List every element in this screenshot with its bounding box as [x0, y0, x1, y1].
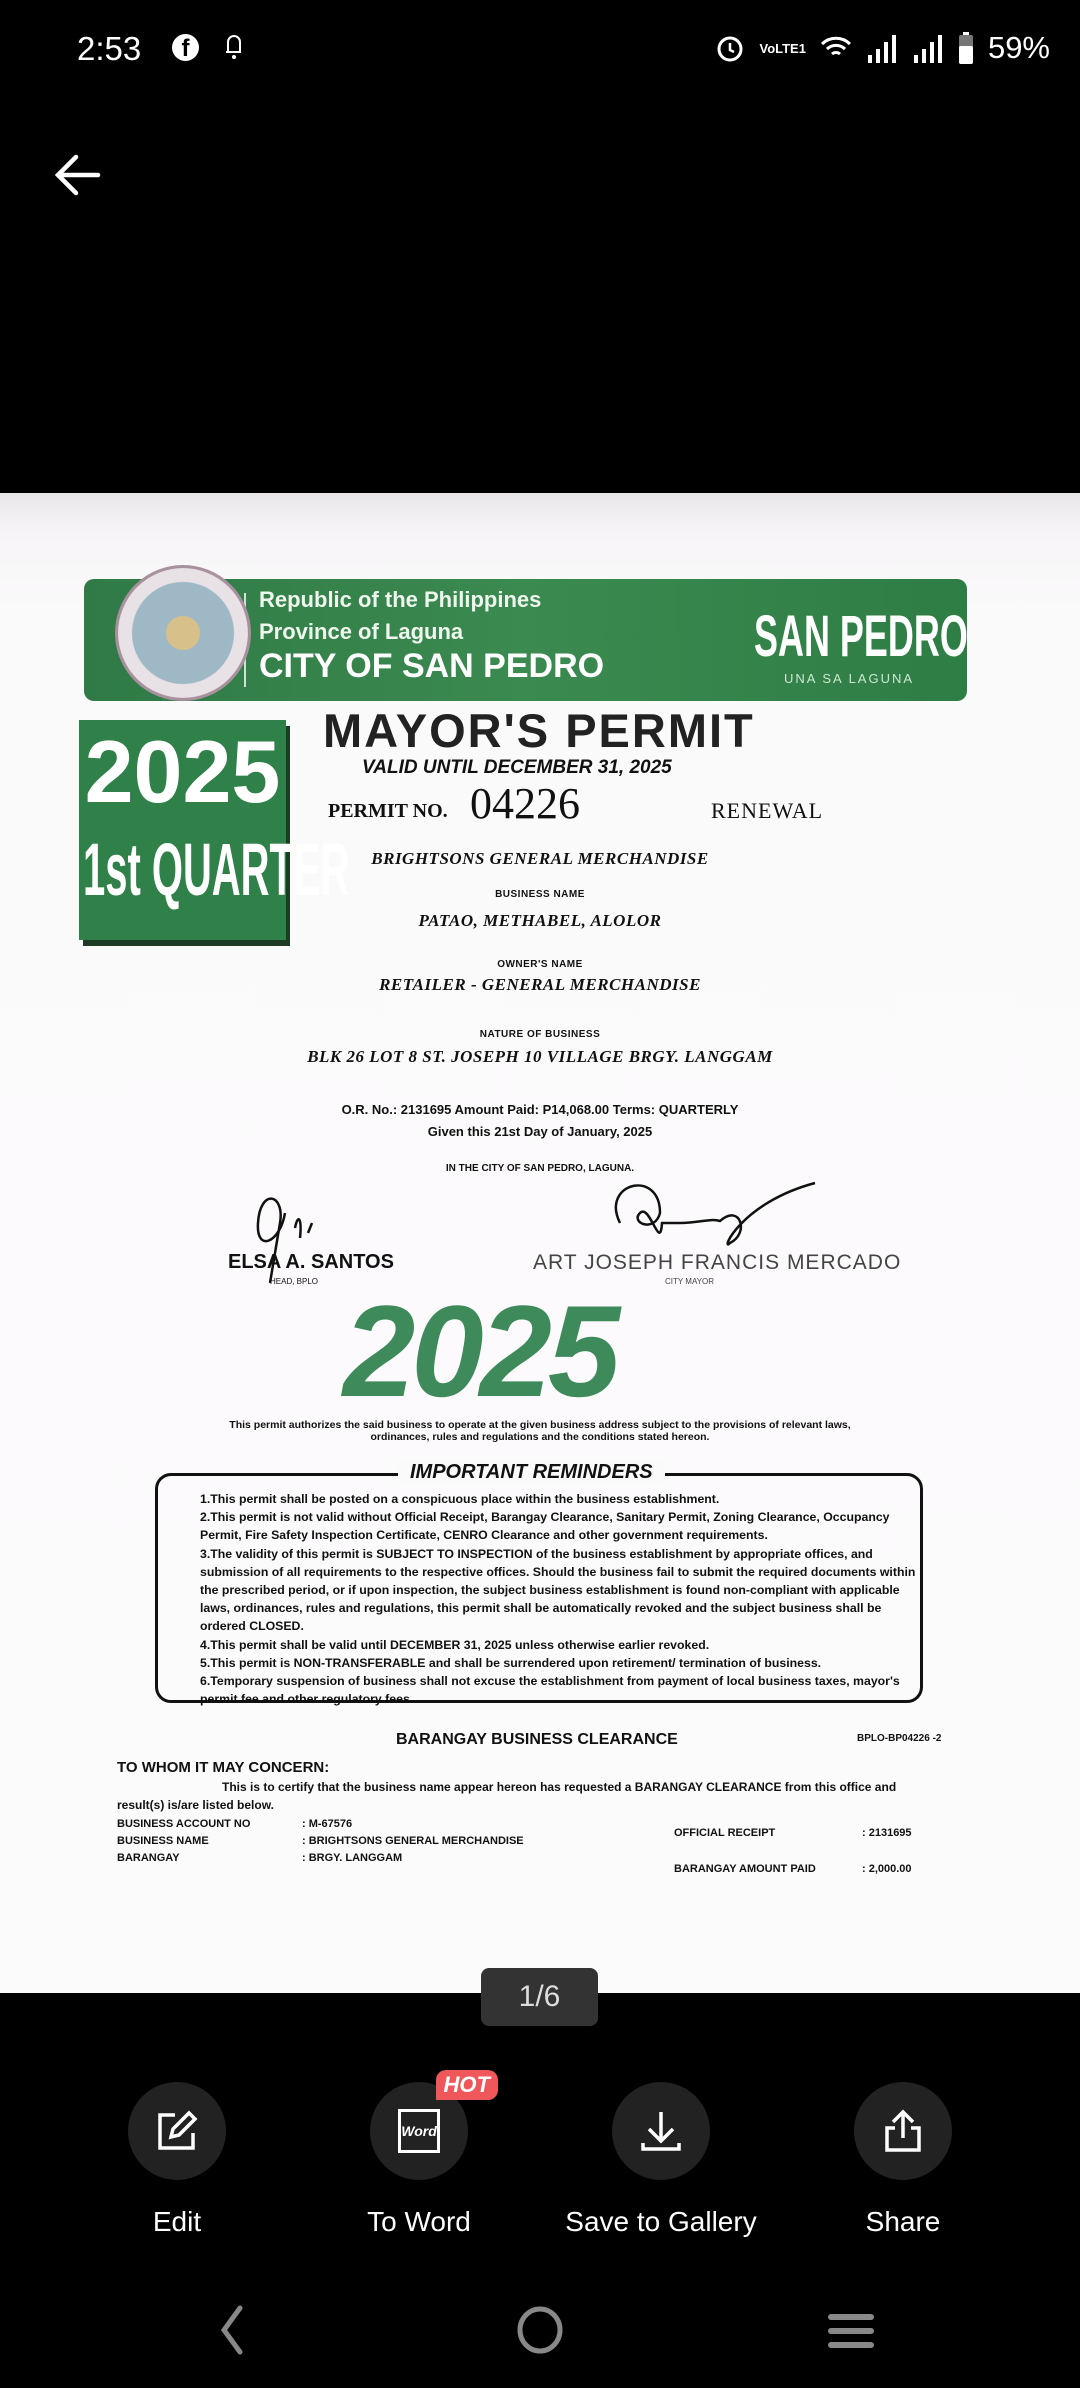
reminder-item: 2.This permit is not valid without Official Receipt, Barangay Clearance, Sanitary Permit, Zoning Clearance, Occupancy Permit, Fire Safety Inspection Certificate, CENRO Clearance and other government requirements.: [200, 1510, 890, 1543]
signatory1-name: ELSA A. SANTOS: [228, 1251, 394, 1273]
clearance-fields: BUSINESS ACCOUNT NO : M-67576 BUSINESS NAME : BRIGHTSONS GENERAL MERCHANDISE BARANGAY : BRGY. LANGGAM: [117, 1818, 524, 1864]
wifi-icon: [820, 34, 852, 62]
city-line: IN THE CITY OF SAN PEDRO, LAGUNA.: [445, 1163, 635, 1174]
logo-tagline: UNA SA LAGUNA: [784, 671, 915, 686]
quarter-year: 2025: [84, 722, 281, 821]
city-seal: [115, 565, 251, 701]
reminders-box: [155, 1461, 923, 1707]
given-date: Given this 21st Day of January, 2025: [427, 1124, 653, 1139]
banner-city: CITY OF SAN PEDRO: [259, 647, 605, 685]
bell-icon: [224, 32, 244, 62]
clearance-body2: result(s) is/are listed below.: [117, 1798, 274, 1812]
edit-button[interactable]: Edit: [77, 2082, 277, 2238]
share-button[interactable]: Share: [803, 2082, 1003, 2238]
page-indicator: 1/6: [481, 1968, 598, 2026]
reminder-item: 4.This permit shall be valid until DECEMBER 31, 2025 unless otherwise earlier revoked.: [200, 1637, 710, 1652]
banner-republic: Republic of the Philippines: [259, 587, 542, 612]
owner-name-label: OWNER'S NAME: [497, 959, 583, 970]
clearance-right-fields: OFFICIAL RECEIPT : 2131695 BARANGAY AMOUNT PAID : 2,000.00: [674, 1827, 912, 1875]
clock: 2:53: [77, 30, 142, 67]
edit-icon: [155, 2109, 199, 2153]
authorization-text: This permit authorizes the said business to operate at the given business address subject to the provisions of relevant laws, ordinances, rules and regulations and the conditions stated hereon.: [229, 1419, 851, 1443]
permit-title: MAYOR'S PERMIT: [323, 704, 755, 757]
hot-badge: HOT: [436, 2070, 498, 2100]
permit-number: 04226: [470, 779, 580, 828]
reminder-item: 6.Temporary suspension of business shall not excuse the establishment from payment of local business taxes, mayor's permit fee and other regulatory fees.: [200, 1674, 900, 1707]
year-watermark: 2025: [343, 1278, 617, 1424]
clearance-title: BARANGAY BUSINESS CLEARANCE: [396, 1731, 678, 1748]
battery-icon: [958, 32, 974, 64]
san-pedro-logo: SAN PEDRO: [754, 604, 968, 669]
nature-of-business: RETAILER - GENERAL MERCHANDISE: [379, 975, 701, 994]
battery-percent: 59%: [987, 30, 1050, 65]
volte-icon: VoLTE1: [759, 40, 806, 56]
clearance-salutation: TO WHOM IT MAY CONCERN:: [117, 1759, 330, 1776]
reminders-title: IMPORTANT REMINDERS: [398, 1460, 665, 1484]
signal-icon: [912, 33, 944, 63]
to-word-button[interactable]: Word HOT To Word: [319, 2082, 519, 2238]
alarm-icon: [715, 33, 745, 63]
valid-until: VALID UNTIL DECEMBER 31, 2025: [362, 757, 672, 778]
status-icons: [715, 30, 1050, 66]
signatory1-title: HEAD, BPLO: [270, 1277, 319, 1286]
clearance-body: This is to certify that the business name appear hereon has requested a BARANGAY CLEARANCE from this office and: [222, 1780, 897, 1794]
share-icon: [881, 2108, 925, 2154]
permit-no-label: PERMIT NO.: [328, 800, 448, 822]
nature-label: NATURE OF BUSINESS: [479, 1029, 601, 1040]
signatory2-name: ART JOSEPH FRANCIS MERCADO: [533, 1251, 902, 1274]
business-address: BLK 26 LOT 8 ST. JOSEPH 10 VILLAGE BRGY. LANGGAM: [307, 1047, 773, 1066]
signal-icon: [866, 33, 898, 63]
banner-province: Province of Laguna: [259, 619, 464, 644]
reminder-item: 5.This permit is NON-TRANSFERABLE and shall be surrendered upon retirement/ termination of business.: [200, 1655, 822, 1670]
status-bar: [0, 0, 1080, 100]
quarter-label: 1st QUARTER: [83, 828, 350, 911]
save-to-gallery-button[interactable]: Save to Gallery: [561, 2082, 761, 2238]
reminder-item: 1.This permit shall be posted on a conspicuous place within the business establishment.: [200, 1492, 720, 1506]
recents-nav-icon[interactable]: [826, 2300, 876, 2360]
business-name: BRIGHTSONS GENERAL MERCHANDISE: [371, 849, 709, 868]
facebook-icon: f: [172, 34, 199, 61]
clearance-ref: BPLO-BP04226 -2: [857, 1733, 942, 1744]
permit-type: RENEWAL: [711, 798, 824, 823]
signatory2-title: CITY MAYOR: [665, 1277, 715, 1286]
download-icon: [639, 2109, 683, 2153]
or-line: O.R. No.: 2131695 Amount Paid: P14,068.00 Terms: QUARTERLY: [341, 1102, 739, 1117]
owner-name: PATAO, METHABEL, ALOLOR: [418, 911, 662, 930]
reminder-item: 3.The validity of this permit is SUBJECT TO INSPECTION of the business establishment by appropriate offices, and submission of all requirements to the respective offices. Should the business fail to submit the required documents within the prescribed period, or if upon inspection, the subject business establishment is found non-compliant with applicable laws, ordinances, rules and regulations, this permit shall be automatically revoked and the subject business shall be ordered CLOSED.: [200, 1546, 916, 1634]
word-icon: Word: [398, 2109, 440, 2153]
arrow-left-icon[interactable]: [52, 152, 102, 198]
business-name-label: BUSINESS NAME: [495, 889, 585, 900]
back-nav-icon[interactable]: [210, 2300, 250, 2360]
home-nav-icon[interactable]: [512, 2300, 568, 2360]
quarter-badge: [79, 720, 350, 940]
document-image: [0, 493, 1080, 1993]
